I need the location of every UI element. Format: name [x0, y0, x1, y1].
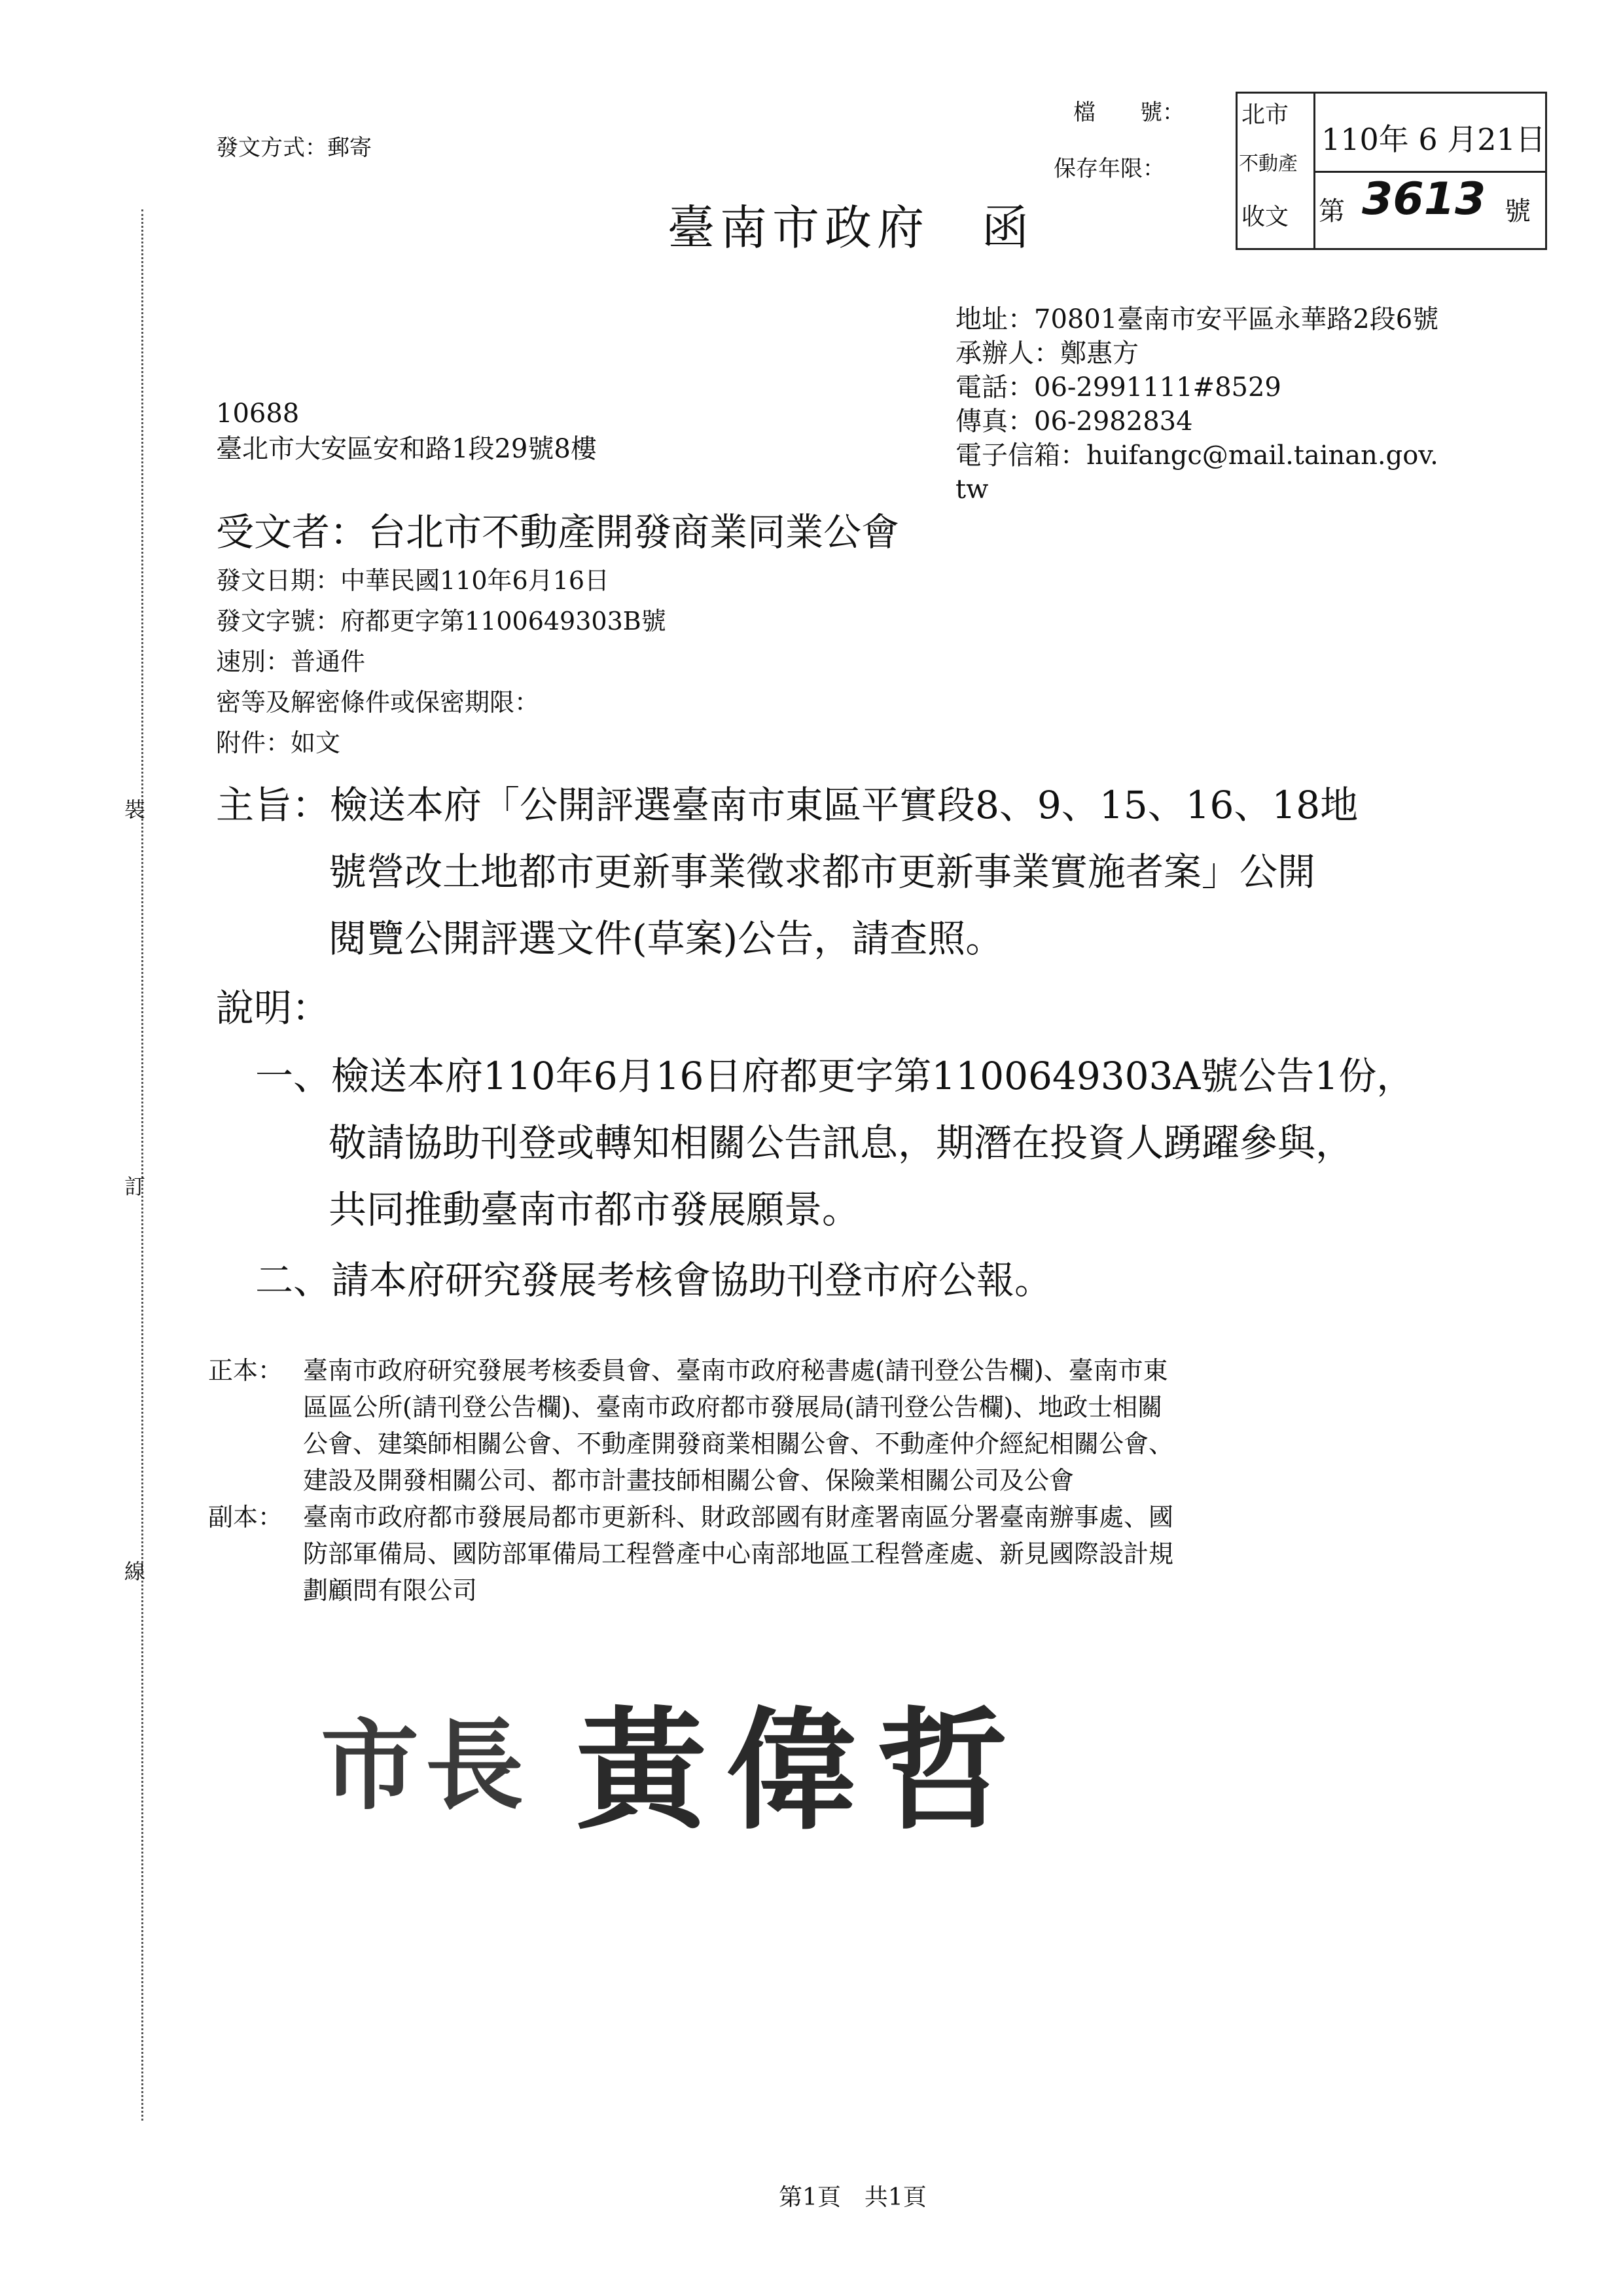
- original-copy-list: [208, 1352, 1173, 1499]
- binding-mark-zhuang: 裝: [124, 797, 146, 822]
- original-copy-line: 區區公所(請刊登公告欄)、臺南市政府都市發展局(請刊登公告欄)、地政士相關: [303, 1393, 1163, 1422]
- document-meta: [216, 560, 666, 763]
- original-copy-line: 建設及開發相關公司、都市計畫技師相關公會、保險業相關公司及公會: [303, 1466, 1075, 1495]
- original-copy-label: 正本：: [208, 1356, 283, 1385]
- duplicate-copy-label: 副本：: [208, 1503, 283, 1532]
- explanation-item-1-line-3: 共同推動臺南市都市發展願景。: [329, 1187, 861, 1232]
- retention-period-label: 保存年限：: [1054, 156, 1165, 182]
- mayor-signature-image: [321, 1676, 1106, 1846]
- binding-mark-ding: 訂: [124, 1174, 146, 1199]
- subject-line-2: 號營改土地都市更新事業徵求都市更新事業實施者案」公開: [329, 850, 1316, 894]
- original-copy-line: 公會、建築師相關公會、不動產開發商業相關公會、不動產仲介經紀相關公會、: [303, 1429, 1174, 1458]
- stamp-number-suffix: 號: [1505, 196, 1531, 226]
- stamp-date: 110年 6 月21日: [1321, 122, 1546, 157]
- explanation-heading: 說明：: [216, 986, 330, 1030]
- recipient-postal-address: 臺北市大安區安和路1段29號8樓: [216, 434, 597, 464]
- document-number: 發文字號：府都更字第1100649303B號: [216, 607, 666, 636]
- receipt-stamp: [1236, 92, 1547, 250]
- delivery-speed: 速別：普通件: [216, 647, 366, 676]
- sender-email: 電子信箱：huifangc@mail.tainan.gov.: [955, 440, 1438, 471]
- sender-phone: 電話：06-2991111#8529: [955, 372, 1281, 403]
- page-footer: 第1頁 共1頁: [779, 2184, 927, 2211]
- sender-handler: 承辦人：鄭惠方: [955, 338, 1139, 368]
- stamp-org-line2: 不動產: [1239, 152, 1298, 175]
- mayor-signature: [321, 1676, 1106, 1848]
- duplicate-copy-line: 劃顧問有限公司: [303, 1576, 478, 1605]
- page-title: 臺南市政府 函: [668, 200, 1035, 255]
- stamp-number-prefix: 第: [1319, 196, 1345, 226]
- stamp-org-line3: 收文: [1241, 204, 1289, 230]
- original-copy-line: 臺南市政府研究發展考核委員會、臺南市政府秘書處(請刊登公告欄)、臺南市東: [303, 1356, 1168, 1385]
- dispatch-date: 發文日期：中華民國110年6月16日: [216, 566, 610, 595]
- binding-mark-xian: 線: [124, 1559, 146, 1584]
- file-number-label: 檔 號：: [1073, 99, 1185, 126]
- attachment: 附件：如文: [216, 728, 341, 757]
- secrecy-level: 密等及解密條件或保密期限：: [216, 688, 540, 717]
- duplicate-copy-line: 臺南市政府都市發展局都市更新科、財政部國有財產署南區分署臺南辦事處、國: [303, 1503, 1174, 1532]
- duplicate-copy-list: [208, 1499, 1173, 1609]
- dispatch-method: 發文方式：郵寄: [216, 135, 372, 161]
- subject-line-1: 主旨：檢送本府「公開評選臺南市東區平實段8、9、15、16、18地: [216, 783, 1359, 827]
- recipient: 受文者：台北市不動產開發商業同業公會: [216, 510, 900, 554]
- sender-email-continued: tw: [955, 475, 989, 505]
- stamp-handwritten-number: 3613: [1362, 173, 1486, 225]
- stamp-org-line1: 北市: [1241, 101, 1289, 128]
- explanation-item-1-line-2: 敬請協助刊登或轉知相關公告訊息，期潛在投資人踴躍參與，: [329, 1121, 1354, 1165]
- recipient-zip: 10688: [216, 399, 300, 429]
- sender-fax: 傳真：06-2982834: [955, 406, 1193, 437]
- explanation-item-2: 二、請本府研究發展考核會協助刊登市府公報。: [255, 1258, 1053, 1302]
- svg-text:黃偉哲: 黃偉哲: [576, 1694, 1028, 1846]
- binding-line: [141, 209, 143, 2121]
- subject-line-3: 閱覽公開評選文件(草案)公告，請查照。: [329, 916, 1004, 961]
- sender-contact-block: [955, 302, 1438, 507]
- sender-address: 地址：70801臺南市安平區永華路2段6號: [955, 304, 1439, 334]
- svg-text:市長: 市長: [321, 1708, 531, 1823]
- duplicate-copy-line: 防部軍備局、國防部軍備局工程營產中心南部地區工程營產處、新見國際設計規: [303, 1539, 1174, 1568]
- explanation-item-1: 一、檢送本府110年6月16日府都更字第1100649303A號公告1份，: [255, 1054, 1415, 1098]
